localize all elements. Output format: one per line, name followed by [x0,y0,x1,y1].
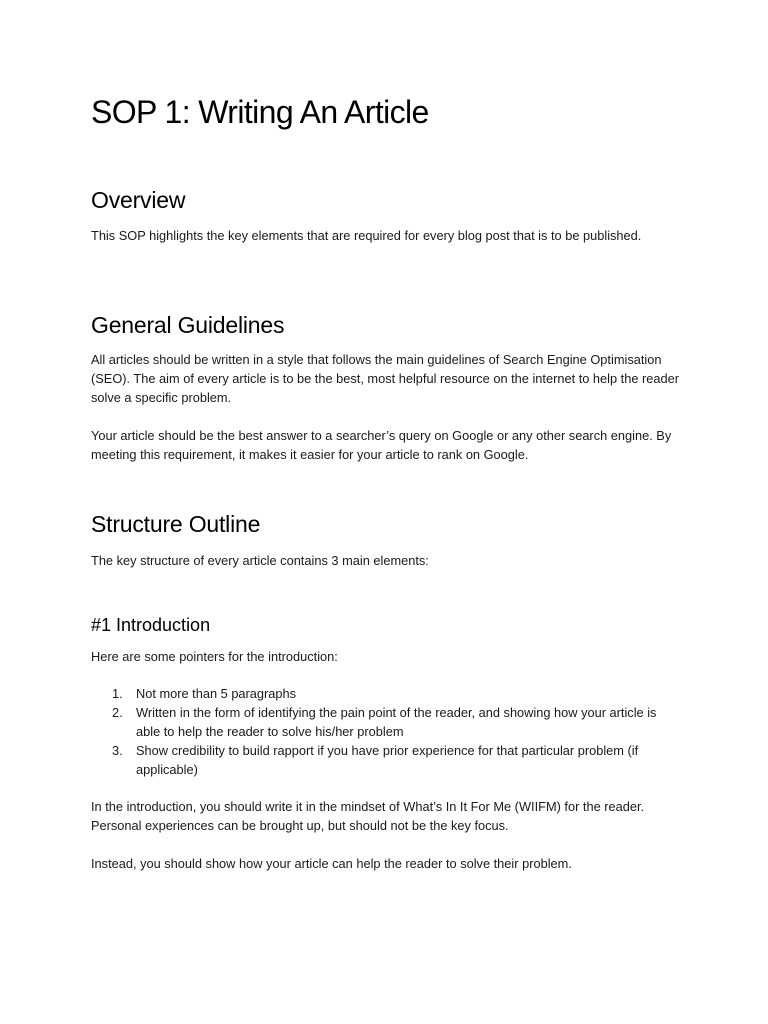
list-item-number: 2. [112,705,123,720]
list-item-text: Show credibility to build rapport if you have prior experience for that particular problem (if applicable) [136,743,639,777]
paragraph-guidelines-2: Your article should be the best answer to a searcher’s query on Google or any other search engine. By meeting this requirement, it makes it easier for your article to rank on Google. [91,428,672,462]
intro-pointer-list [91,684,681,779]
paragraph-structure: The key structure of every article contains 3 main elements: [91,553,429,568]
heading-introduction: #1 Introduction [91,615,211,635]
list-item [91,741,681,779]
heading-general-guidelines: General Guidelines [91,312,285,338]
paragraph-intro-2: Instead, you should show how your article can help the reader to solve their problem. [91,856,572,871]
heading-overview: Overview [91,187,186,213]
paragraph-intro-lead: Here are some pointers for the introduction: [91,649,338,664]
paragraph-overview: This SOP highlights the key elements that are required for every blog post that is to be published. [91,228,642,243]
paragraph-guidelines-1: All articles should be written in a style that follows the main guidelines of Search Engine Optimisation (SEO). The aim of every article is to be the best, most helpful resource on the internet to help the reader solve a specific problem. [91,352,680,405]
document-title: SOP 1: Writing An Article [91,94,429,130]
paragraph-intro-1: In the introduction, you should write it in the mindset of What’s In It For Me (WIIFM) for the reader. Personal experiences can be brought up, but should not be the key focus. [91,799,645,833]
list-item [91,684,681,703]
list-item-text: Written in the form of identifying the pain point of the reader, and showing how your article is able to help the reader to solve his/her problem [136,705,657,739]
list-item-text: Not more than 5 paragraphs [136,686,297,701]
heading-structure-outline: Structure Outline [91,511,261,537]
list-item-number: 1. [112,686,123,701]
list-item-number: 3. [112,743,123,758]
list-item [91,703,681,741]
